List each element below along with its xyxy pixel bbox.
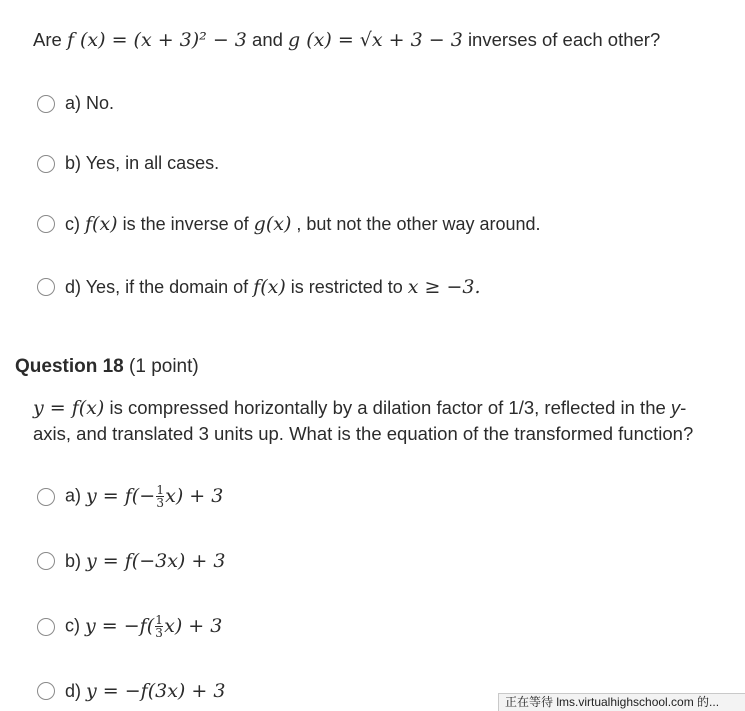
equation-prefix: y = −f( [85,614,155,637]
equation-prefix: y = f(− [86,484,156,507]
browser-status-bar: 正在等待 lms.virtualhighschool.com 的... [498,693,745,711]
fraction-denominator: 3 [155,626,163,640]
radio-button[interactable] [37,95,55,113]
option-letter: a) [65,93,82,113]
option-letter: b) [65,153,82,173]
fraction [155,614,163,639]
option-label [65,680,225,702]
stem-and: and [252,29,283,50]
option-label [65,550,225,572]
question-18-stem [33,395,733,447]
fraction-numerator: 1 [156,483,164,497]
option-letter: d) [65,277,82,297]
radio-button[interactable] [37,552,55,570]
option-equation: y = −f(3x) + 3 [86,680,226,702]
option-text: Yes, if the domain of [85,277,254,297]
option-letter: d) [65,681,82,701]
q17-option-a[interactable] [37,93,114,114]
radio-button[interactable] [37,278,55,296]
function-g-definition: g (x) = √x + 3 − 3 [288,29,463,51]
option-label [65,484,223,509]
option-letter: c) [65,214,80,234]
option-label [65,276,481,298]
option-letter: a) [65,485,82,506]
stem-line-1: is compressed horizontally by a dilation factor of 1/3, reflected in the [104,397,671,418]
stem-suffix: inverses of each other? [467,29,661,50]
option-label [65,153,219,174]
option-equation [86,483,224,510]
radio-button[interactable] [37,618,55,636]
option-letter: b) [65,551,82,571]
option-text: Yes, in all cases. [85,153,220,173]
question-number: Question 18 [15,356,124,377]
question-17-stem [33,27,660,53]
stem-line-2: axis, and translated 3 units up. What is the equation of the transformed function? [33,423,694,444]
math-g-of-x: g(x) [253,213,292,235]
option-label [65,93,114,114]
option-text-tail: , but not the other way around. [291,214,541,234]
equation-suffix: x) + 3 [165,484,224,507]
question-points: (1 point) [129,356,199,377]
q18-option-d[interactable] [37,680,225,702]
radio-button[interactable] [37,155,55,173]
q17-option-b[interactable] [37,153,219,174]
radio-button[interactable] [37,488,55,506]
q17-option-c[interactable] [37,213,541,235]
stem-hyphen: - [680,397,687,418]
option-equation: y = f(−3x) + 3 [86,550,226,572]
fraction [156,484,164,509]
q17-option-d[interactable] [37,276,481,298]
option-text: No. [86,93,115,113]
option-label [65,213,541,235]
stem-y-italic: y [670,397,681,418]
equation-suffix: x) + 3 [164,614,223,637]
question-18-heading [15,356,199,378]
math-f-of-x: f(x) [253,276,286,298]
radio-button[interactable] [37,682,55,700]
option-letter: c) [65,615,80,636]
q18-option-a[interactable] [37,484,223,509]
math-y-equals-f-x: y = f(x) [33,397,105,419]
option-text-mid: is restricted to [285,277,408,297]
option-text: is the inverse of [117,214,254,234]
math-domain-restriction: x ≥ −3. [407,276,481,298]
option-label [65,614,222,639]
q18-option-b[interactable] [37,550,225,572]
fraction-numerator: 1 [155,613,163,627]
radio-button[interactable] [37,215,55,233]
fraction-denominator: 3 [156,496,164,510]
stem-prefix: Are [33,29,62,50]
math-f-of-x: f(x) [85,213,118,235]
option-equation [85,613,223,640]
function-f-definition: f (x) = (x + 3)² − 3 [66,29,247,51]
q18-option-c[interactable] [37,614,222,639]
